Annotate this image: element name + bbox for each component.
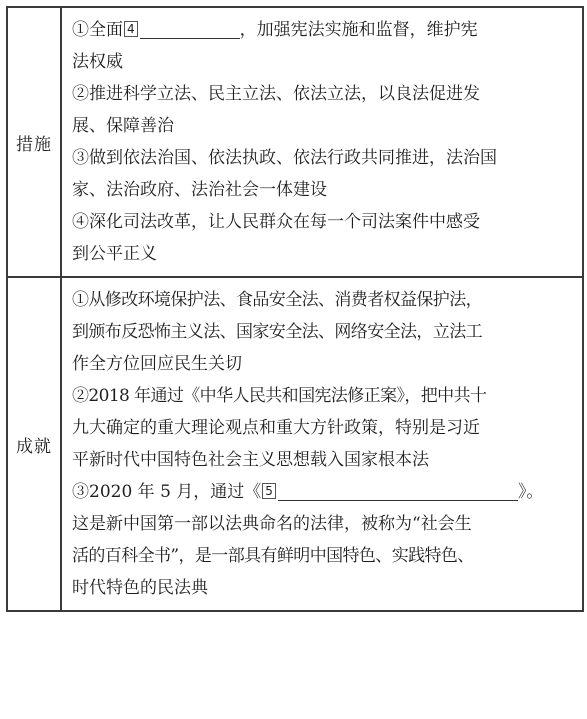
achievements-label: 成就: [7, 277, 61, 611]
measure-item-1-post: ，加强宪法实施和监督，维护宪: [239, 20, 478, 40]
achievement-item-1-line-1: ①从修改环境保护法、食品安全法、消费者权益保护法，: [72, 290, 482, 310]
measures-row: [7, 7, 583, 277]
fill-blank-5[interactable]: [278, 482, 518, 501]
measure-item-1-line-1: [72, 14, 574, 46]
achievements-content: [61, 277, 583, 611]
achievement-item-1-line-3: 作全方位回应民生关切: [72, 354, 242, 374]
achievement-item-2-line-1: ②2018 年通过《中华人民共和国宪法修正案》，把中共十: [72, 386, 487, 406]
achievement-item-3-line-3: 活的百科全书”，是一部具有鲜明中国特色、实践特色、: [72, 546, 474, 566]
measure-item-3-line-1: ③做到依法治国、依法执政、依法行政共同推进，法治国: [72, 148, 497, 168]
achievement-item-3-line-4: 时代特色的民法典: [72, 578, 208, 598]
measure-item-4-line-1: ④深化司法改革，让人民群众在每一个司法案件中感受: [72, 212, 480, 232]
achievements-row: [7, 277, 583, 611]
blank-number-4: 4: [124, 21, 138, 37]
measure-item-4-line-2: 到公平正义: [72, 244, 157, 264]
achievement-item-2-line-2: 九大确定的重大理论观点和重大方针政策，特别是习近: [72, 418, 480, 438]
measure-item-1-pre: 全面: [89, 20, 123, 40]
measures-content: [61, 7, 583, 277]
measure-item-2-line-2: 展、保障善治: [72, 116, 174, 136]
measure-item-2-line-1: ②推进科学立法、民主立法、依法立法，以良法促进发: [72, 84, 480, 104]
achievement-item-3-line-2: 这是新中国第一部以法典命名的法律，被称为“社会生: [72, 514, 472, 534]
measures-label: 措施: [7, 7, 61, 277]
achievement-item-3-pre: ③2020 年 5 月，通过《: [72, 482, 262, 502]
summary-table: [6, 6, 584, 612]
fill-blank-4[interactable]: [140, 20, 240, 39]
achievement-item-3-line-1: [72, 476, 574, 508]
achievement-item-2-line-3: 平新时代中国特色社会主义思想载入国家根本法: [72, 450, 429, 470]
achievement-item-3-post: 》。: [517, 482, 544, 502]
achievement-item-1-line-2: 到颁布反恐怖主义法、国家安全法、网络安全法，立法工: [72, 322, 482, 342]
blank-number-5: 5: [262, 483, 276, 499]
measure-item-3-line-2: 家、法治政府、法治社会一体建设: [72, 180, 327, 200]
measure-item-1-number: ①: [72, 20, 89, 40]
measure-item-1-line-2: 法权威: [72, 52, 123, 72]
